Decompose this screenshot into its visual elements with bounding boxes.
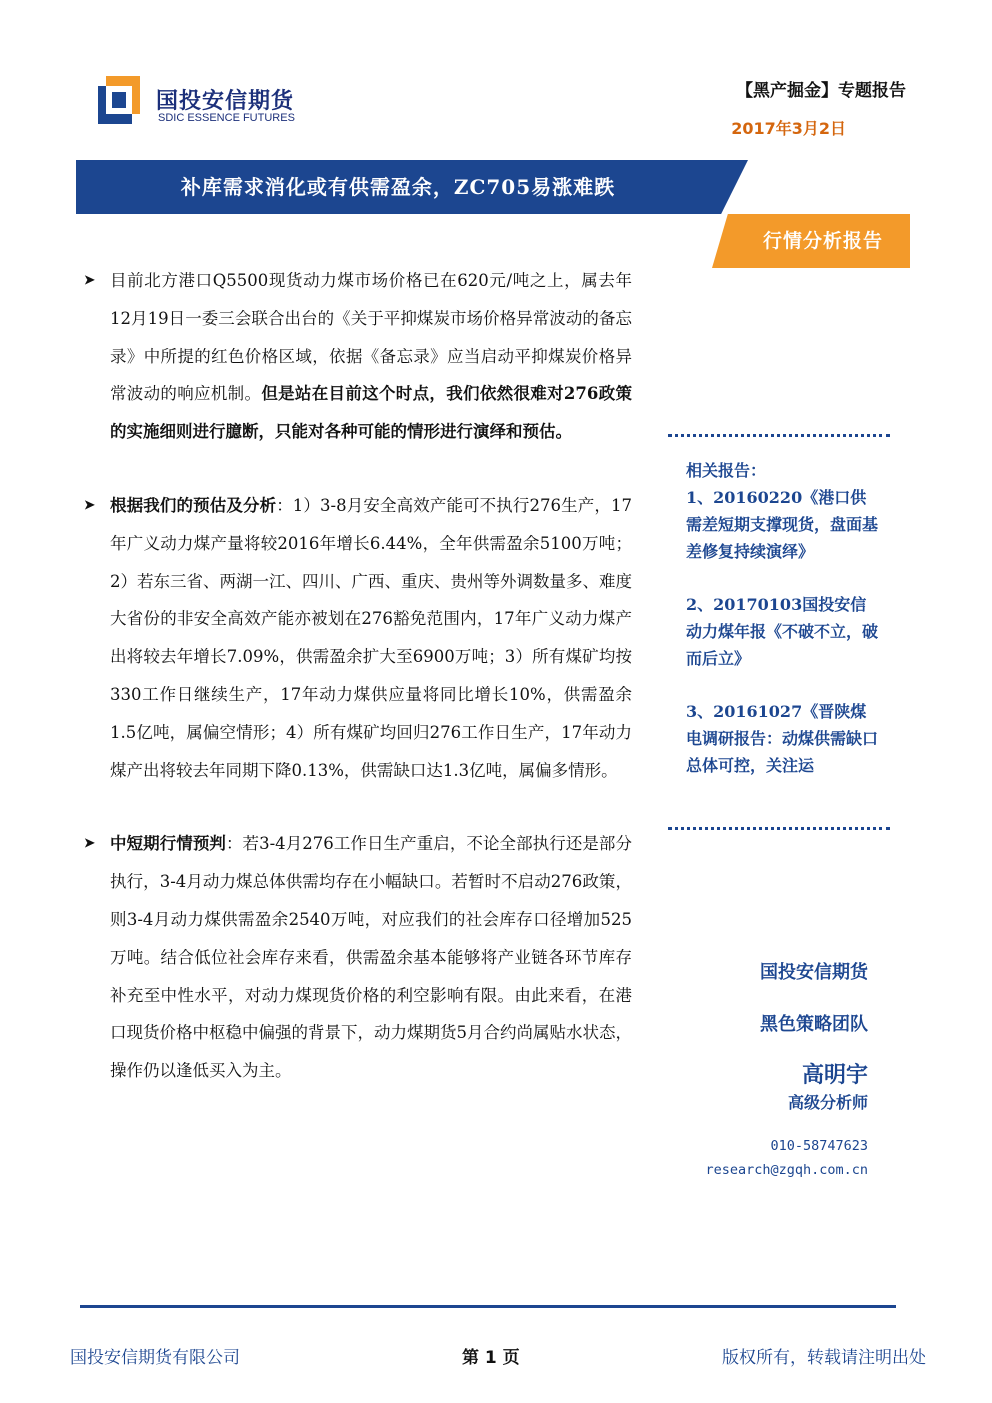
bullet-arrow-icon: ➤ — [84, 836, 95, 852]
sidebar-company: 国投安信期货 — [760, 962, 868, 983]
logo-name-en: SDIC ESSENCE FUTURES — [158, 112, 295, 124]
paragraph-1 — [84, 262, 632, 451]
report-date: 2017年3月2日 — [731, 119, 846, 138]
paragraph-3 — [84, 825, 632, 1090]
sidebar-divider-bottom — [668, 827, 890, 830]
related-reports — [686, 457, 882, 805]
paragraph-2 — [84, 487, 632, 789]
paragraph-1-text: 目前北方港口Q5500现货动力煤市场价格已在620元/吨之上，属去年12月19日一委三会联合出台的《关于平抑煤炭市场价格异常波动的备忘录》中所提的红色价格区域，依据《备忘录》应当启动平抑煤炭价格异常波动的响应机制。 — [110, 271, 632, 404]
category-tag-label: 行情分析报告 — [762, 230, 883, 252]
company-logo-icon — [98, 76, 140, 124]
paragraph-3-text: ：若3-4月276工作日生产重启，不论全部执行还是部分执行，3-4月动力煤总体供需均存在小幅缺口。若暂时不启动276政策，则3-4月动力煤供需盈余2540万吨，对应我们的社会库存口径增加525万吨。结合低位社会库存来看，供需盈余基本能够将产业链各环节库存补充至中性水平，对动力煤现货价格的利空影响有限。由此来看，在港口现货价格中枢稳中偏强的背景下，动力煤期货5月合约尚属贴水状态，操作仍以逢低买入为主。 — [110, 834, 632, 1081]
main-content — [84, 262, 632, 1090]
paragraph-1-bold: 但是站在目前这个时点，我们依然很难对276政策的实施细则进行臆断，只能对各种可能的情形进行演绎和预估。 — [110, 384, 632, 442]
analyst-title: 高级分析师 — [787, 1093, 868, 1112]
related-report-item[interactable]: 3、20161027《晋陕煤电调研报告：动煤供需缺口总体可控，关注运 — [686, 702, 879, 775]
analyst-name: 高明宇 — [801, 1063, 868, 1088]
contact-phone: 010-58747623 — [770, 1138, 868, 1154]
bullet-arrow-icon: ➤ — [84, 497, 95, 513]
report-type: 【黑产掘金】专题报告 — [736, 81, 906, 101]
report-title: 补库需求消化或有供需盈余，ZC705易涨难跌 — [180, 175, 616, 199]
related-reports-heading: 相关报告： — [686, 461, 767, 480]
paragraph-2-text: ：1）3-8月安全高效产能可不执行276生产，17年广义动力煤产量将较2016年增长6.44%，全年供需盈余5100万吨；2）若东三省、两湖一江、四川、广西、重庆、贵州等外调数量多、难度大省份的非安全高效产能亦被划在276豁免范围内，17年广义动力煤产出将较去年增长7.09%，供需盈余扩大至6900万吨；3）所有煤矿均按330工作日继续生产，17年动力煤供应量将同比增长10%，供需盈余1.5亿吨，属偏空情形；4）所有煤矿均回归276工作日生产，17年动力煤产出将较去年同期下降0.13%，供需缺口达1.3亿吨，属偏多情形。 — [110, 495, 632, 780]
related-report-item[interactable]: 2、20170103国投安信动力煤年报《不破不立，破而后立》 — [686, 595, 879, 668]
related-report-item[interactable]: 1、20160220《港口供需差短期支撑现货，盘面基差修复持续演绎》 — [686, 488, 879, 561]
bullet-arrow-icon: ➤ — [84, 273, 95, 288]
logo-name-cn: 国投安信期货 — [156, 89, 295, 114]
paragraph-3-lead: 中短期行情预判 — [110, 834, 226, 854]
sidebar-divider-top — [668, 434, 890, 437]
page-number: 第 1 页 — [462, 1348, 520, 1368]
footer-copyright: 版权所有，转载请注明出处 — [722, 1348, 926, 1368]
sidebar-team: 黑色策略团队 — [760, 1014, 868, 1035]
footer-company: 国投安信期货有限公司 — [70, 1348, 240, 1368]
paragraph-2-lead: 根据我们的预估及分析 — [110, 495, 277, 515]
footer-divider — [80, 1305, 896, 1308]
contact-email[interactable]: research@zgqh.com.cn — [705, 1162, 868, 1178]
